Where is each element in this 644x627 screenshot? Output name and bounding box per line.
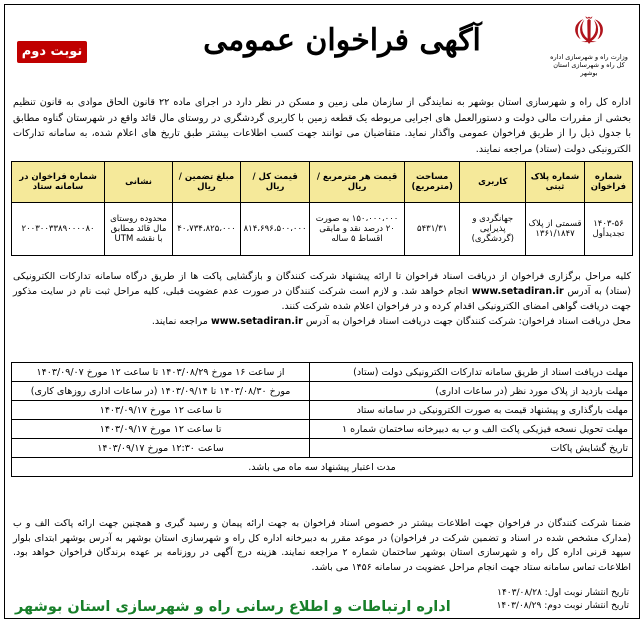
table-cell: قسمتی از پلاک ۱۳۶۱/۱۸۴۷: [526, 203, 585, 256]
procedure-paragraph: [13, 269, 631, 329]
documents-location-text-2: مراجعه نمایند.: [151, 316, 208, 327]
contact-paragraph: ضمنا شرکت کنندگان در فراخوان جهت اطلاعات بیشتر در خصوص اسناد فراخوان به جهت ارائه پیمان و رسید گیری و همچنین جهت ارائه پاکت الف و ب (مدارک مشخص شده در اسناد و تضمین شرکت در فراخوان) در موعد مقرر به دبیرخانه اداره کل راه و شهرسازی استان بوشهر به آدرس بوشهر ابتدای بلوار سپهد قرنی اداره کل راه و شهرسازی استان بوشهر ساختمان شماره ۲ مراجعه نمایند. هزینه درج آگهی در روزنامه بر عهده برندگان فراخوان خواهد بود. اطلاعات تماس سامانه ستاد جهت انجام مراحل عضویت در سامانه ۱۴۵۶ می باشد.: [13, 518, 631, 573]
deadline-label: مهلت بارگذاری و پیشنهاد قیمت به صورت الکترونیکی در سامانه ستاد: [310, 401, 633, 420]
footer-organization: اداره ارتباطات و اطلاع رسانی راه و شهرسازی استان بوشهر: [15, 599, 451, 615]
emblem-icon: ☫: [571, 9, 607, 53]
government-emblem: [549, 9, 629, 91]
table-header-row: [12, 162, 633, 203]
plots-table: [11, 161, 633, 256]
documents-location-text: محل دریافت اسناد فراخوان: شرکت کنندگان جهت دریافت اسناد فراخوان به آدرس: [305, 316, 631, 327]
deadline-row: [12, 439, 633, 458]
publication-dates: [497, 587, 629, 613]
table-cell: ۸۱۴،۶۹۶،۵۰۰،۰۰۰: [241, 203, 310, 256]
deadline-row: [12, 420, 633, 439]
deadline-value: تا ساعت ۱۲ مورخ ۱۴۰۳/۰۹/۱۷: [12, 420, 310, 439]
deadline-row: [12, 382, 633, 401]
table-header: مساحت (مترمربع): [404, 162, 459, 203]
validity-text: مدت اعتبار پیشنهاد سه ماه می باشد.: [12, 458, 633, 477]
header: [5, 5, 639, 95]
page-title: آگهی فراخوان عمومی: [203, 23, 481, 58]
table-cell: ۱۵۰،۰۰۰،۰۰۰ به صورت ۲۰ درصد نقد و مابقی اقساط ۵ ساله: [310, 203, 405, 256]
deadline-value: مورخ ۱۴۰۳/۰۸/۳۰ تا ۱۴۰۳/۰۹/۱۴ (در ساعات اداری روزهای کاری): [12, 382, 310, 401]
table-header: کاربری: [460, 162, 526, 203]
deadline-value: تا ساعت ۱۲ مورخ ۱۴۰۳/۰۹/۱۷: [12, 401, 310, 420]
procedure-text-2: انجام خواهد شد. و لازم است شرکت کنندگان در صورت عدم عضویت قبلی، کلیه مراحل ثبت نام در سایت مذکور جهت دریافت گواهی امضای الکترونیکی اقدام کرده و در فراخوان اعلام شده شرکت کنند.: [13, 286, 631, 312]
validity-row: [12, 458, 633, 477]
table-cell: ۱۴۰۳-۵۶ تجدیدأول: [584, 203, 632, 256]
ministry-name: وزارت راه و شهرسازی اداره کل راه و شهرسازی استان بوشهر: [550, 53, 628, 77]
table-cell: جهانگردی و پذیرایی (گردشگری): [460, 203, 526, 256]
setad-link[interactable]: www.setadiran.ir: [471, 286, 564, 297]
table-header: شماره پلاک ثبتی: [526, 162, 585, 203]
table-cell: ۴۰،۷۳۴،۸۲۵،۰۰۰: [172, 203, 240, 256]
intro-paragraph: اداره کل راه و شهرسازی استان بوشهر به نمایندگی از سازمان ملی زمین و مسکن در نظر دارد در اجرای ماده ۲۲ قانون الحاق موادی به قانون تنظیم بخشی از مقررات مالی دولت و دستورالعمل های اجرایی مربوطه یک قطعه زمین با کاربری گردشگری در روستای مال قائد واقع در شهرستان گناوه مطابق با جدول ذیل را از طریق فراخوان عمومی واگذار نماید. متقاضیان می توانند جهت کسب اطلاعات بیشتر طبق تاریخ های اعلام شده، به سامانه تدارکات الکترونیکی دولت (ستاد) مراجعه نمایند.: [13, 97, 631, 155]
first-publication-date: تاریخ انتشار نوبت اول: ۱۴۰۳/۰۸/۲۸: [497, 588, 629, 598]
table-row: [12, 203, 633, 256]
table-header: مبلغ تضمین / ریال: [172, 162, 240, 203]
second-publication-date: تاریخ انتشار نوبت دوم: ۱۴۰۳/۰۸/۲۹: [496, 601, 629, 611]
table-header: نشانی: [105, 162, 173, 203]
deadlines-table: [11, 362, 633, 477]
table-header: شماره فراخوان: [584, 162, 632, 203]
deadline-row: [12, 363, 633, 382]
table-header: قیمت کل / ریال: [241, 162, 310, 203]
deadline-row: [12, 401, 633, 420]
deadline-label: تاریخ گشایش پاکات: [310, 439, 633, 458]
deadline-value: از ساعت ۱۶ مورخ ۱۴۰۳/۰۸/۲۹ تا ساعت ۱۲ مورخ ۱۴۰۳/۰۹/۰۷: [12, 363, 310, 382]
deadline-label: مهلت بازدید از پلاک مورد نظر (در ساعات اداری): [310, 382, 633, 401]
deadline-label: مهلت دریافت اسناد از طریق سامانه تدارکات الکترونیکی دولت (ستاد): [310, 363, 633, 382]
table-cell: ۲۰۰۳۰۰۳۳۸۹۰۰۰۰۸۰: [12, 203, 105, 256]
notice-page: [4, 4, 640, 619]
procedure-text: کلیه مراحل برگزاری فراخوان از دریافت اسناد فراخوان تا ارائه پیشنهاد شرکت کنندگان و بازگشایی پاکت ها از طریق درگاه سامانه تدارکات الکترونیکی (ستاد) به آدرس: [13, 271, 631, 297]
setad-link-2[interactable]: www.setadiran.ir: [210, 316, 303, 327]
table-cell: ۵۴۳۱/۳۱: [404, 203, 459, 256]
table-header: شماره فراخوان در سامانه ستاد: [12, 162, 105, 203]
table-cell: محدوده روستای مال قائد مطابق با نقشه UTM: [105, 203, 173, 256]
round-badge: نوبت دوم: [17, 41, 87, 63]
deadline-label: مهلت تحویل نسخه فیزیکی پاکت الف و ب به دبیرخانه ساختمان شماره ۱: [310, 420, 633, 439]
table-header: قیمت هر مترمربع / ریال: [310, 162, 405, 203]
deadline-value: ساعت ۱۲:۳۰ مورخ ۱۴۰۳/۰۹/۱۷: [12, 439, 310, 458]
